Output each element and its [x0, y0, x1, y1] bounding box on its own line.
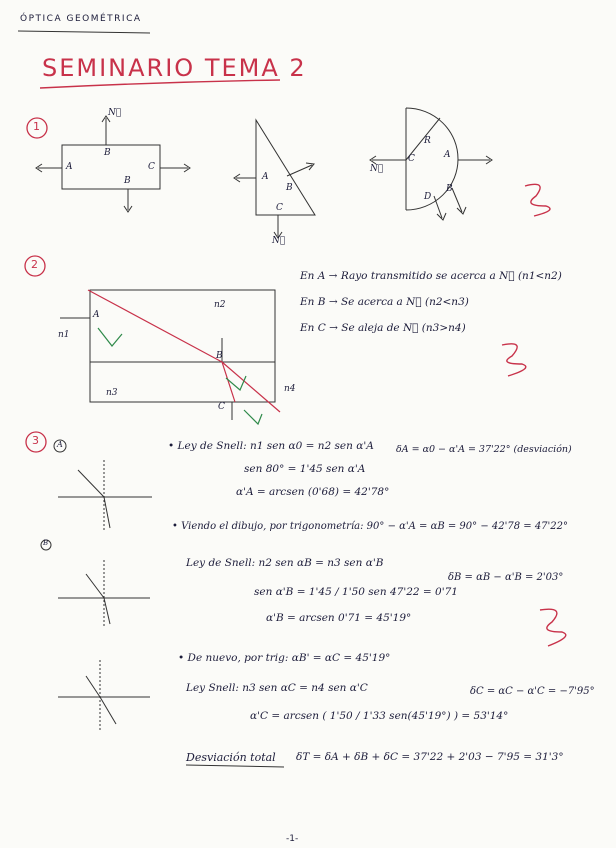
fig1a-label-b2: B: [124, 176, 131, 186]
fig3c-ray-in: [86, 676, 100, 697]
part-c-line2: α'C = arcsen ( 1'50 / 1'33 sen(45'19°) ) = 53'14°: [250, 710, 509, 722]
fig1a-label-b: B: [104, 148, 111, 158]
part-b-trig: • Viendo el dibujo, por trigonometría: 90° − α'A = αB = 90° − 42'78 = 47'22°: [172, 521, 569, 532]
fig1b-normal-hyp: [287, 165, 312, 176]
fig1c-label-a: A: [444, 150, 451, 160]
fig3b-ray-out: [104, 598, 110, 624]
fig3b: [58, 560, 150, 628]
fig2-point-b: B: [216, 351, 223, 361]
problem1-number: 1: [33, 120, 40, 133]
check-mark-2: [502, 344, 526, 376]
fig2-point-c: C: [218, 402, 225, 412]
fig2-n1: n1: [58, 330, 70, 340]
problem2-number: 2: [31, 258, 38, 271]
problem3-number: 3: [32, 434, 39, 447]
fig1c-label-b: B: [446, 184, 453, 194]
fig3c-ray-out: [100, 697, 116, 724]
part-c-deviation: δC = αC − α'C = −7'95°: [470, 686, 595, 697]
subject-header: ÓPTICA GEOMÉTRICA: [20, 14, 142, 24]
fig3a-ray-out: [104, 497, 110, 528]
page-title: SEMINARIO TEMA 2: [42, 54, 307, 82]
total-underline: [186, 765, 284, 767]
part-a-deviation: δA = α0 − α'A = 37'22° (desviación): [396, 444, 572, 455]
fig1c-normal-label: N⃗: [370, 164, 384, 174]
fig3a: [58, 460, 152, 530]
fig2-angle-c: [244, 410, 262, 424]
fig3b-ray-in: [86, 574, 104, 598]
fig1a: [36, 116, 190, 212]
fig1c-label-d: D: [424, 192, 432, 202]
fig1a-block: [62, 145, 160, 189]
part-a-line3: α'A = arcsen (0'68) = 42'78°: [236, 486, 390, 498]
part-a-line2: sen 80° = 1'45 sen α'A: [244, 463, 366, 475]
fig3a-ray-in: [78, 470, 104, 497]
part-c-trig: • De nuevo, por trig: αB' = αC = 45'19°: [178, 652, 391, 664]
fig2-ray: [88, 290, 235, 402]
fig1c-label-r: R: [424, 136, 431, 146]
fig2-n4: n4: [284, 384, 296, 394]
part-b-deviation: δB = αB − α'B = 2'03°: [448, 572, 564, 583]
fig2-note-a: En A → Rayo transmitido se acerca a N⃗ (n1<n2): [300, 270, 562, 282]
fig1a-normal-label: N⃗: [108, 108, 122, 118]
fig2-note-c: En C → Se aleja de N⃗ (n3>n4): [300, 322, 466, 334]
check-mark-3: [540, 609, 566, 646]
fig1b-label-a: A: [262, 172, 269, 182]
total-deviation-label: Desviación total: [186, 751, 276, 764]
part-b-snell: Ley de Snell: n2 sen αB = n3 sen α'B: [186, 557, 384, 569]
part-a-tag: A: [57, 440, 63, 449]
fig1b-label-c: C: [276, 203, 283, 213]
total-deviation-expr: δT = δA + δB + δC = 37'22 + 2'03 − 7'95 = 31'3°: [296, 751, 564, 763]
fig1b-arrow-hyp: [306, 163, 314, 170]
part-b-line3: α'B = arcsen 0'71 = 45'19°: [266, 612, 412, 624]
fig2-n3: n3: [106, 388, 118, 398]
fig2-note-b: En B → Se acerca a N⃗ (n2<n3): [300, 296, 469, 308]
fig1a-label-a: A: [66, 162, 73, 172]
fig2-outer-box: [90, 290, 275, 402]
part-b-tag: B: [43, 539, 49, 547]
header-underline: [18, 31, 150, 33]
part-c-snell: Ley Snell: n3 sen αC = n4 sen α'C: [186, 682, 368, 694]
fig3c: [58, 660, 150, 730]
fig2-n2: n2: [214, 300, 226, 310]
fig1c: [370, 108, 492, 220]
check-mark-1: [525, 184, 550, 216]
part-b-line2: sen α'B = 1'45 / 1'50 sen 47'22 = 0'71: [254, 586, 458, 598]
fig2-angle-a: [98, 328, 122, 346]
page-number: -1-: [286, 834, 299, 844]
fig1c-label-c: C: [408, 154, 415, 164]
part-a-snell: • Ley de Snell: n1 sen α0 = n2 sen α'A: [168, 440, 374, 452]
fig1b-normal-label: N⃗: [272, 236, 286, 246]
fig1b: [234, 120, 315, 238]
fig1a-label-c: C: [148, 162, 155, 172]
fig1b-label-b: B: [286, 183, 293, 193]
fig2-point-a: A: [93, 310, 100, 320]
